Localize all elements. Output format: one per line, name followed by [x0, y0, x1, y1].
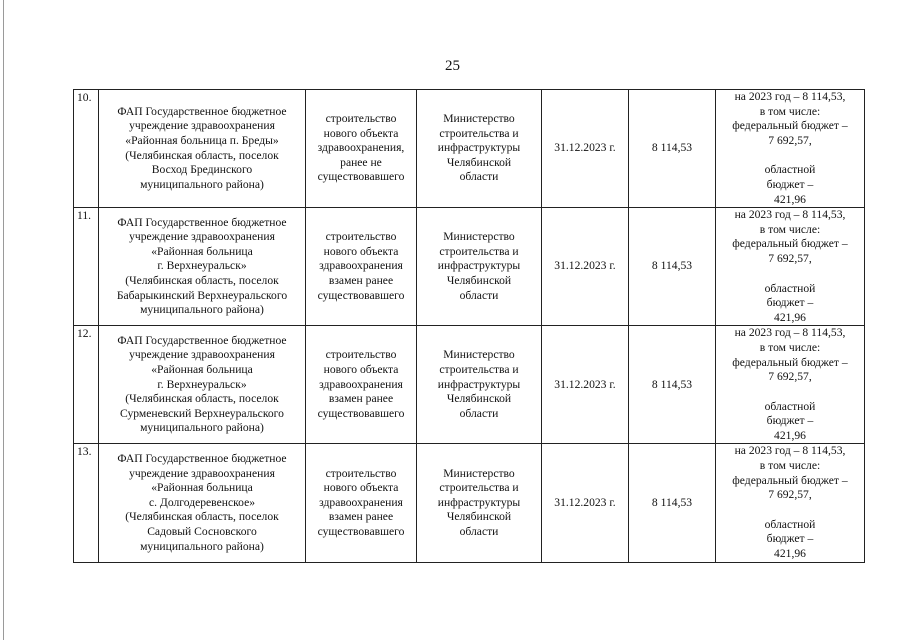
row-number-cell: [74, 208, 99, 326]
row-number-cell: [74, 326, 99, 444]
responsible-ministry-cell: Министерство строительства и инфраструктуры Челябинской области: [417, 444, 542, 562]
work-type-cell: строительство нового объекта здравоохранения взамен ранее существовавшего: [306, 444, 417, 562]
responsible-ministry-cell: Министерство строительства и инфраструктуры Челябинской области: [417, 90, 542, 208]
financing-regional: областной бюджет – 421,96: [764, 163, 816, 206]
row-number: 13.: [77, 445, 92, 459]
institution-cell: ФАП Государственное бюджетное учреждение здравоохранения «Районная больница п. Бреды» (Челябинская область, поселок Восход Брединского муниципального района): [99, 90, 306, 208]
page-number: 25: [445, 58, 460, 74]
financing-cell: [716, 326, 865, 444]
facilities-table: [73, 89, 865, 563]
deadline-cell: 31.12.2023 г.: [542, 326, 629, 444]
row-number: 10.: [77, 91, 92, 104]
page-binding-line: [3, 0, 4, 640]
institution-cell: ФАП Государственное бюджетное учреждение здравоохранения «Районная больница г. Верхнеуральск» (Челябинская область, поселок Бабарыкинский Верхнеуральского муниципального района): [99, 208, 306, 326]
row-number-cell: [74, 444, 99, 562]
row-number-cell: [74, 90, 99, 208]
financing-cell: [716, 208, 865, 326]
financing-regional: областной бюджет – 421,96: [764, 281, 816, 324]
deadline-cell: 31.12.2023 г.: [542, 90, 629, 208]
responsible-ministry-cell: Министерство строительства и инфраструктуры Челябинской области: [417, 208, 542, 326]
deadline-cell: 31.12.2023 г.: [542, 444, 629, 562]
table-row: [74, 444, 865, 562]
institution-cell: ФАП Государственное бюджетное учреждение здравоохранения «Районная больница с. Долгодеревенское» (Челябинская область, поселок Садовый Сосновского муниципального района): [99, 444, 306, 562]
amount-cell: 8 114,53: [629, 444, 716, 562]
amount-cell: 8 114,53: [629, 208, 716, 326]
amount-cell: 8 114,53: [629, 326, 716, 444]
table-row: [74, 90, 865, 208]
row-number: 11.: [77, 209, 92, 223]
table-row: [74, 208, 865, 326]
work-type-cell: строительство нового объекта здравоохранения взамен ранее существовавшего: [306, 326, 417, 444]
row-number: 12.: [77, 327, 92, 341]
institution-cell: ФАП Государственное бюджетное учреждение здравоохранения «Районная больница г. Верхнеуральск» (Челябинская область, поселок Сурменевский Верхнеуральского муниципального района): [99, 326, 306, 444]
amount-cell: 8 114,53: [629, 90, 716, 208]
financing-cell: [716, 90, 865, 208]
financing-total: на 2023 год – 8 114,53, в том числе: федеральный бюджет – 7 692,57,: [732, 90, 848, 147]
financing-total: на 2023 год – 8 114,53, в том числе: федеральный бюджет – 7 692,57,: [732, 208, 848, 265]
financing-total: на 2023 год – 8 114,53, в том числе: федеральный бюджет – 7 692,57,: [732, 326, 848, 384]
financing-cell: [716, 444, 865, 562]
responsible-ministry-cell: Министерство строительства и инфраструктуры Челябинской области: [417, 326, 542, 444]
financing-total: на 2023 год – 8 114,53, в том числе: федеральный бюджет – 7 692,57,: [732, 444, 848, 502]
work-type-cell: строительство нового объекта здравоохранения взамен ранее существовавшего: [306, 208, 417, 326]
table-row: [74, 326, 865, 444]
financing-regional: областной бюджет – 421,96: [764, 517, 816, 561]
deadline-cell: 31.12.2023 г.: [542, 208, 629, 326]
financing-regional: областной бюджет – 421,96: [764, 399, 816, 442]
work-type-cell: строительство нового объекта здравоохранения, ранее не существовавшего: [306, 90, 417, 208]
